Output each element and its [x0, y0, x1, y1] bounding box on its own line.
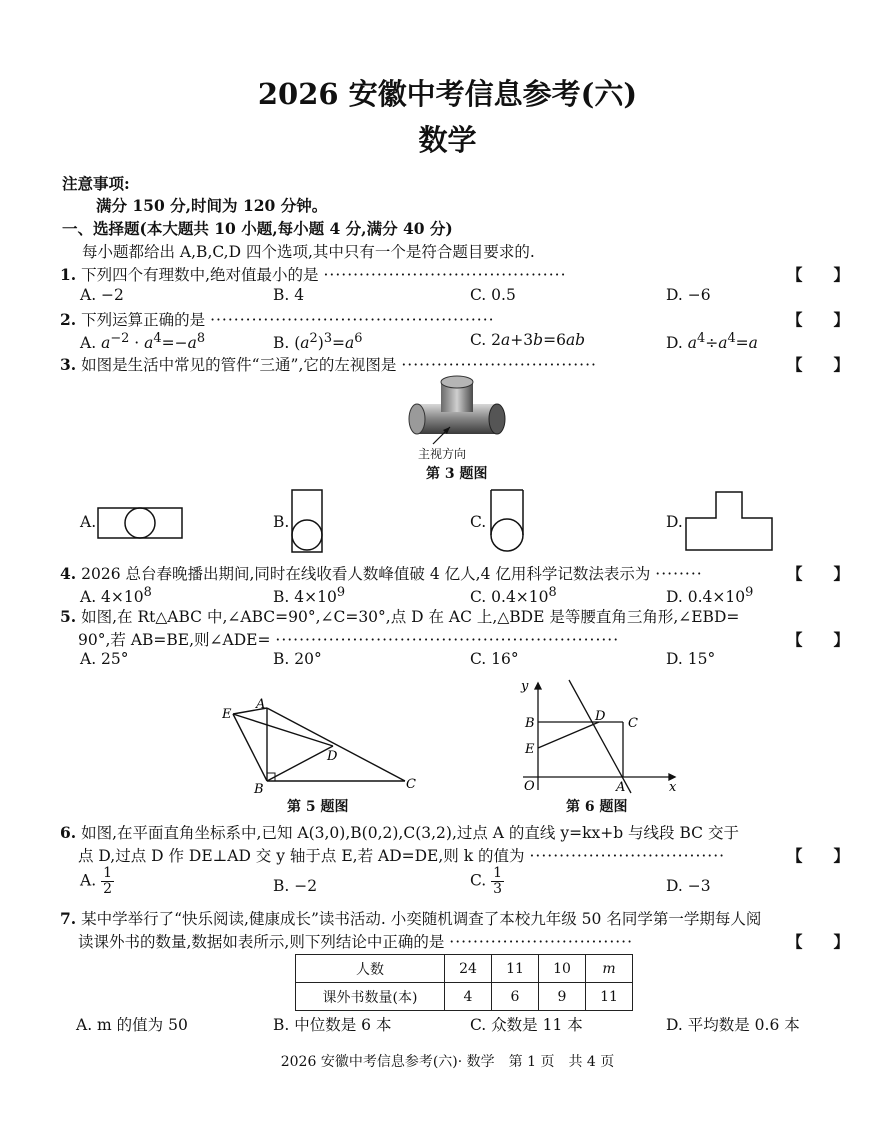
q3-option-c-figure — [488, 488, 526, 554]
q5-label-c: C — [406, 777, 416, 792]
table-cell: m — [586, 955, 633, 983]
q3-figure-caption: 第 3 题图 — [426, 466, 488, 482]
q4-stem — [60, 562, 703, 584]
table-cell: 课外书数量(本) — [296, 983, 445, 1011]
q2-stem-text: 下列运算正确的是 — [81, 311, 206, 329]
q1-option-c: C. 0.5 — [470, 286, 516, 304]
q5-number: 5. — [60, 607, 77, 626]
subject-title: 数学 — [418, 123, 477, 157]
q1-stem — [60, 263, 567, 285]
q4-stem-text: 2026 总台春晚播出期间,同时在线收看人数峰值破 4 亿人,4 亿用科学记数法表示为 — [81, 565, 651, 583]
q7-option-c: C. 众数是 11 本 — [470, 1016, 583, 1034]
q3-option-a-figure — [96, 506, 184, 540]
q6-stem-text: 如图,在平面直角坐标系中,已知 A(3,0),B(0,2),C(3,2),过点 A 的直线 y=kx+b 与线段 BC 交于 — [81, 824, 739, 842]
q5-geometry-figure — [222, 696, 422, 796]
q3-option-a-label: A. — [80, 513, 97, 531]
table-cell: 人数 — [296, 955, 445, 983]
q6-label-e: E — [525, 742, 535, 757]
q5-stem-line2 — [78, 628, 619, 650]
q5-label-d: D — [327, 749, 338, 764]
q2-option-a: A. $a^{-2} \cdot a^4=-a^8$ — [80, 331, 206, 353]
q2-answer-bracket: 【 】 — [787, 310, 850, 329]
q6-label-y: y — [521, 679, 529, 694]
q3-option-d-label: D. — [666, 513, 683, 531]
q7-stem-line2 — [78, 930, 633, 952]
q3-option-c-label: C. — [470, 513, 487, 531]
q6-figure-caption: 第 6 题图 — [566, 799, 628, 815]
q1-stem-text: 下列四个有理数中,绝对值最小的是 — [81, 266, 319, 284]
q6-label-o: O — [524, 779, 535, 794]
notes-line: 满分 150 分,时间为 120 分钟。 — [96, 196, 328, 215]
leader-dots: ································· — [529, 847, 726, 865]
table-cell: 10 — [539, 955, 586, 983]
q5-option-a: A. 25° — [80, 650, 129, 668]
q7-option-a: A. m 的值为 50 — [76, 1016, 188, 1034]
table-row — [296, 983, 633, 1011]
q4-option-b: B. $4\times 10^9$ — [273, 585, 346, 607]
q3-view-direction-label: 主视方向 — [418, 447, 467, 461]
q5-option-c: C. 16° — [470, 650, 519, 668]
q3-option-b-figure — [290, 488, 326, 554]
leader-dots: ······························· — [449, 933, 634, 951]
leader-dots: ·························································· — [275, 631, 620, 649]
table-cell: 24 — [445, 955, 492, 983]
q7-stem-text: 某中学举行了“快乐阅读,健康成长”读书活动. 小奕随机调查了本校九年级 50 名同学第一学期每人阅 — [81, 910, 762, 928]
q2-number: 2. — [60, 310, 77, 329]
q6-number: 6. — [60, 823, 77, 842]
q5-figure-caption: 第 5 题图 — [287, 799, 349, 815]
q6-label-b: B — [525, 716, 535, 731]
q1-number: 1. — [60, 265, 77, 284]
leader-dots: ················································ — [210, 311, 495, 329]
leader-dots: ········ — [655, 565, 703, 583]
q5-stem-text-2: 90°,若 AB=BE,则∠ADE= — [78, 631, 271, 649]
q3-option-b-label: B. — [273, 513, 290, 531]
q2-option-b: B. $(a^2)^3=a^6$ — [273, 331, 363, 353]
q7-number: 7. — [60, 909, 77, 928]
q5-label-e: E — [222, 707, 232, 722]
table-cell: 4 — [445, 983, 492, 1011]
q6-option-a: A. $\frac{1}{2}$ — [80, 865, 112, 897]
q6-answer-bracket: 【 】 — [787, 846, 850, 865]
q6-coordinate-figure — [513, 675, 683, 797]
q2-stem — [60, 308, 495, 330]
page-title: 2026 安徽中考信息参考(六) — [257, 77, 638, 111]
q5-label-b: B — [254, 782, 264, 796]
q6-label-c: C — [628, 716, 638, 731]
q5-stem-text: 如图,在 Rt△ABC 中,∠ABC=90°,∠C=30°,点 D 在 AC 上,△BDE 是等腰直角三角形,∠EBD= — [81, 608, 740, 626]
table-cell: 9 — [539, 983, 586, 1011]
q4-answer-bracket: 【 】 — [787, 564, 850, 583]
q2-option-c: C. 2a+3b=6ab — [470, 331, 586, 349]
leader-dots: ································· — [401, 356, 597, 374]
q7-answer-bracket: 【 】 — [787, 932, 850, 951]
q6-label-d: D — [595, 709, 606, 724]
q4-option-c: C. $0.4\times 10^8$ — [470, 585, 557, 607]
q3-stem-text: 如图是生活中常见的管件“三通”,它的左视图是 — [81, 356, 397, 374]
q1-answer-bracket: 【 】 — [787, 265, 850, 284]
q6-option-c: C. $\frac{1}{3}$ — [470, 865, 503, 897]
notes-heading: 注意事项: — [62, 174, 130, 193]
q5-option-b: B. 20° — [273, 650, 322, 668]
q3-answer-bracket: 【 】 — [787, 355, 850, 374]
table-cell: 11 — [492, 955, 539, 983]
q6-label-a: A — [616, 780, 626, 795]
q6-option-b: B. −2 — [273, 877, 318, 895]
section-instruction: 每小题都给出 A,B,C,D 四个选项,其中只有一个是符合题目要求的. — [82, 243, 535, 261]
table-cell: 11 — [586, 983, 633, 1011]
q6-option-d: D. −3 — [666, 877, 711, 895]
q7-stem-line1 — [60, 907, 761, 929]
q7-data-table — [295, 954, 633, 1011]
q7-stem-text-2: 读课外书的数量,数据如表所示,则下列结论中正确的是 — [78, 933, 445, 951]
q1-option-b: B. 4 — [273, 286, 305, 304]
leader-dots: ········································· — [323, 266, 567, 284]
q1-option-a: A. −2 — [80, 286, 124, 304]
q5-option-d: D. 15° — [666, 650, 716, 668]
q7-option-d: D. 平均数是 0.6 本 — [666, 1016, 800, 1034]
q6-stem-line2 — [78, 844, 725, 866]
q3-stem — [60, 353, 597, 375]
q6-label-x: x — [669, 780, 677, 795]
table-cell: 6 — [492, 983, 539, 1011]
page-footer: 2026 安徽中考信息参考(六)· 数学 第 1 页 共 4 页 — [280, 1054, 615, 1070]
q6-stem-line1 — [60, 821, 739, 843]
q2-option-d: D. $a^4\div a^4=a$ — [666, 331, 758, 353]
q5-answer-bracket: 【 】 — [787, 630, 850, 649]
q4-number: 4. — [60, 564, 77, 583]
q5-stem-line1 — [60, 605, 739, 627]
q4-option-a: A. $4\times 10^8$ — [80, 585, 152, 607]
q1-option-d: D. −6 — [666, 286, 711, 304]
q3-option-d-figure — [684, 490, 774, 552]
q3-number: 3. — [60, 355, 77, 374]
q4-option-d: D. $0.4\times 10^9$ — [666, 585, 754, 607]
q6-stem-text-2: 点 D,过点 D 作 DE⊥AD 交 y 轴于点 E,若 AD=DE,则 k 的值为 — [78, 847, 525, 865]
q5-label-a: A — [256, 697, 266, 712]
table-row — [296, 955, 633, 983]
section-heading: 一、选择题(本大题共 10 小题,每小题 4 分,满分 40 分) — [62, 219, 453, 238]
q7-option-b: B. 中位数是 6 本 — [273, 1016, 392, 1034]
